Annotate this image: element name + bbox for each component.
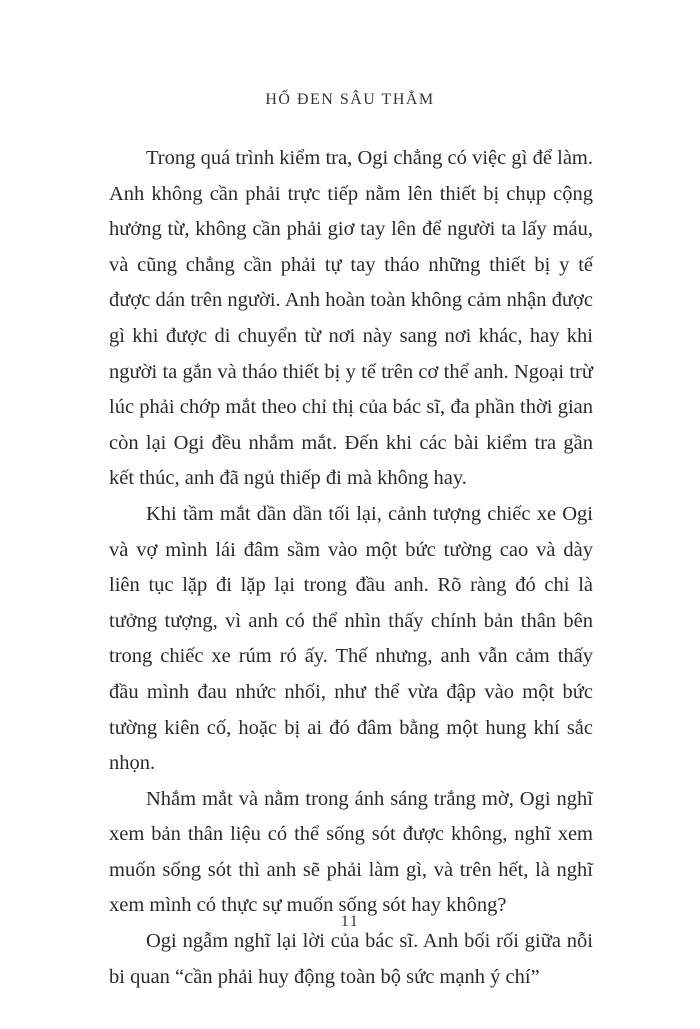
- body-text: [109, 141, 593, 995]
- paragraph: Khi tầm mắt dần dần tối lại, cảnh tượng chiếc xe Ogi và vợ mình lái đâm sầm vào một bức tường cao và dày liên tục lặp đi lặp lại trong đầu anh. Rõ ràng đó chỉ là tưởng tượng, vì anh có thể nhìn thấy chính bản thân bên trong chiếc xe rúm ró ấy. Thế nhưng, anh vẫn cảm thấy đầu mình đau nhức nhối, như thể vừa đập vào một bức tường kiên cố, hoặc bị ai đó đâm bằng một hung khí sắc nhọn.: [109, 502, 593, 775]
- running-header: HỐ ĐEN SÂU THẲM: [265, 91, 435, 108]
- paragraph: Ogi ngẫm nghĩ lại lời của bác sĩ. Anh bối rối giữa nỗi bi quan “cần phải huy động toàn bộ sức mạnh ý chí”: [109, 930, 593, 988]
- paragraph: Nhắm mắt và nằm trong ánh sáng trắng mờ, Ogi nghĩ xem bản thân liệu có thể sống sót được không, nghĩ xem muốn sống sót thì anh sẽ phải làm gì, và trên hết, là nghĩ xem mình có thực sự muốn sống sót hay không?: [109, 787, 593, 917]
- paragraph: Trong quá trình kiểm tra, Ogi chẳng có việc gì để làm. Anh không cần phải trực tiếp nằm lên thiết bị chụp cộng hưởng từ, không cần phải giơ tay lên để người ta lấy máu, và cũng chẳng cần phải tự tay tháo những thiết bị y tế được dán trên người. Anh hoàn toàn không cảm nhận được gì khi được di chuyển từ nơi này sang nơi khác, hay khi người ta gắn và tháo thiết bị y tế trên cơ thể anh. Ngoại trừ lúc phải chớp mắt theo chỉ thị của bác sĩ, đa phần thời gian còn lại Ogi đều nhắm mắt. Đến khi các bài kiểm tra gần kết thúc, anh đã ngủ thiếp đi mà không hay.: [109, 147, 593, 490]
- page-number: 11: [340, 913, 360, 930]
